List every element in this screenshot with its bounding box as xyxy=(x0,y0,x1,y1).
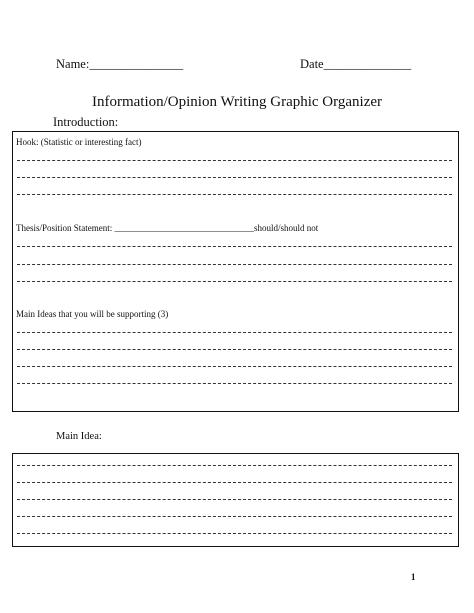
writing-line xyxy=(17,366,452,367)
main-idea-box xyxy=(12,453,459,547)
page-title: Information/Opinion Writing Graphic Organizer xyxy=(91,94,383,110)
main-ideas-label: Main Ideas that you will be supporting (3) xyxy=(16,309,169,319)
writing-line xyxy=(17,177,452,178)
writing-line xyxy=(17,194,452,195)
writing-line xyxy=(17,499,452,500)
writing-line xyxy=(17,465,452,466)
page-number: 1 xyxy=(411,572,416,582)
writing-line xyxy=(17,332,452,333)
writing-line xyxy=(17,246,452,247)
writing-line xyxy=(17,264,452,265)
writing-line xyxy=(17,281,452,282)
hook-label: Hook: (Statistic or interesting fact) xyxy=(16,137,142,147)
writing-line xyxy=(17,482,452,483)
introduction-heading: Introduction: xyxy=(53,115,119,129)
date-field-label: Date______________ xyxy=(300,57,412,71)
main-idea-heading: Main Idea: xyxy=(56,431,102,442)
writing-line xyxy=(17,533,452,534)
introduction-box xyxy=(12,131,459,412)
name-field-label: Name:_______________ xyxy=(56,57,184,71)
thesis-label: Thesis/Position Statement: _______________________________should/should not xyxy=(16,223,319,233)
writing-line xyxy=(17,383,452,384)
writing-line xyxy=(17,160,452,161)
writing-line xyxy=(17,516,452,517)
writing-line xyxy=(17,349,452,350)
